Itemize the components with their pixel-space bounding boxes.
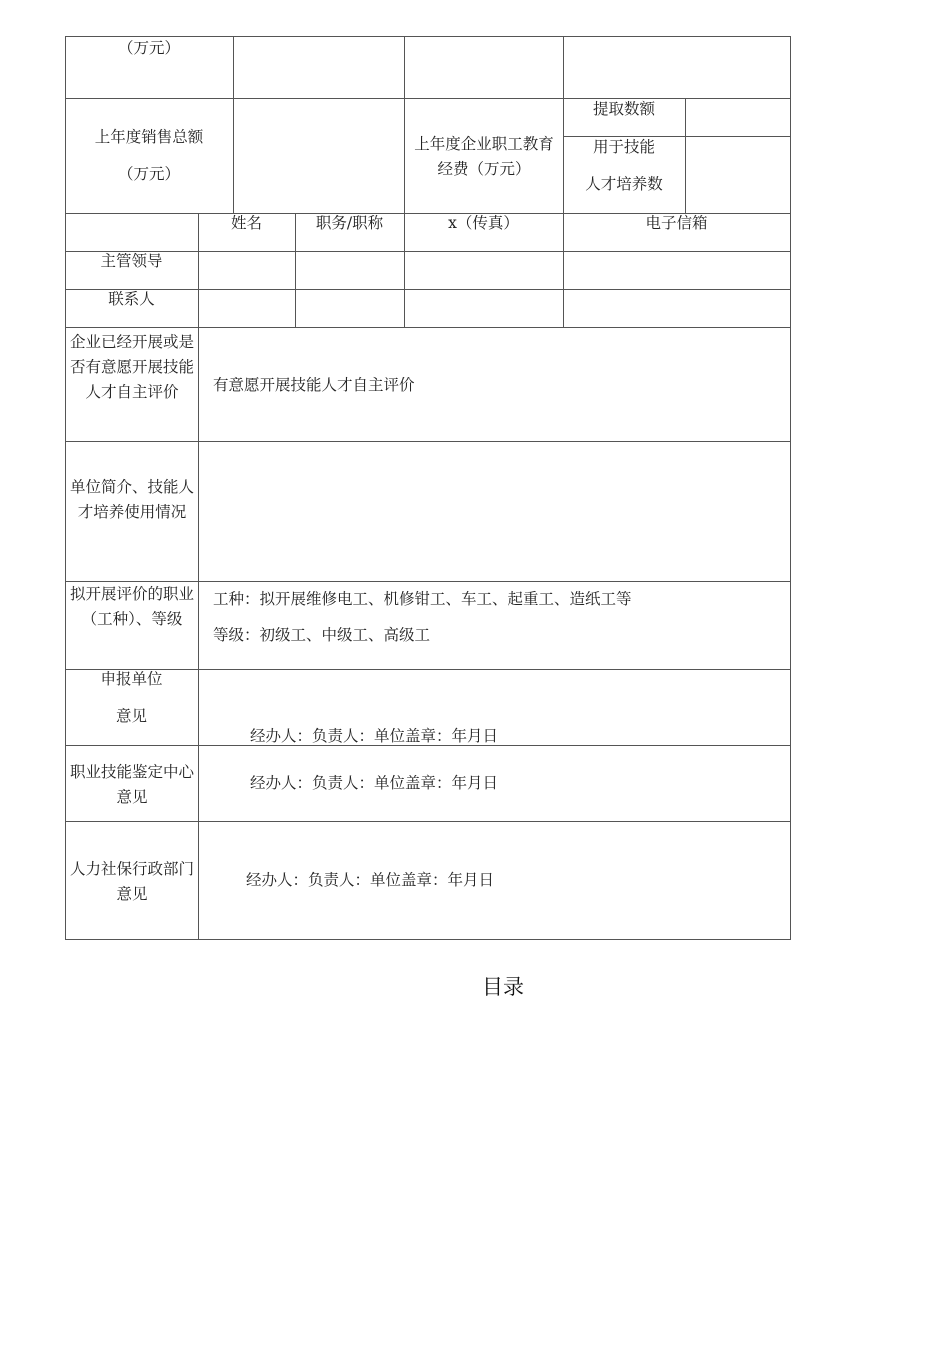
sales-unit-label: （万元） <box>117 165 180 183</box>
row-label-leader: 主管领导 <box>100 252 163 270</box>
toc-title: 目录 <box>482 975 524 999</box>
occupation-trades-value: 工种：拟开展维修电工、机修钳工、车工、起重工、造纸工等 <box>213 590 632 608</box>
occupation-levels-value: 等级：初级工、中级工、高级工 <box>213 626 431 644</box>
center-signature-line: 经办人：负责人：单位盖章：年月日 <box>250 774 499 792</box>
applicant-signature-line: 经办人：负责人：单位盖章：年月日 <box>250 727 499 745</box>
skill-training-label: 用于技能 <box>592 138 655 156</box>
hr-signature-line: 经办人：负责人：单位盖章：年月日 <box>246 871 495 889</box>
unit-label: （万元） <box>117 39 180 57</box>
hr-department-opinion-label: 人力社保行政部门意见 <box>70 860 195 903</box>
skill-training-label-2: 人才培养数 <box>585 175 663 193</box>
education-fund-label: 上年度企业职工教育经费（万元） <box>414 135 554 178</box>
row-divider <box>65 441 791 442</box>
sales-total-label: 上年度销售总额 <box>94 128 204 146</box>
self-evaluation-intent-label: 企业已经开展或是否有意愿开展技能人才自主评价 <box>70 333 195 401</box>
self-evaluation-intent-value: 有意愿开展技能人才自主评价 <box>213 376 415 394</box>
applicant-opinion-label: 申报单位 <box>100 670 163 688</box>
column-divider <box>685 98 686 214</box>
table-border-bottom <box>65 939 791 940</box>
column-divider <box>404 36 405 328</box>
column-divider <box>198 213 199 940</box>
appraisal-center-opinion-label: 职业技能鉴定中心意见 <box>70 763 195 806</box>
column-header-name: 姓名 <box>230 214 262 232</box>
row-divider <box>65 327 791 328</box>
column-divider <box>233 36 234 214</box>
company-intro-label: 单位简介、技能人才培养使用情况 <box>70 478 195 521</box>
table-border-right <box>790 36 791 940</box>
column-header-email: 电子信箱 <box>645 214 708 232</box>
applicant-opinion-label-2: 意见 <box>115 707 147 725</box>
extract-amount-label: 提取数额 <box>592 100 655 118</box>
column-header-position: 职务/职称 <box>315 214 384 232</box>
occupation-level-label: 拟开展评价的职业（工种）、等级 <box>70 585 195 628</box>
row-divider <box>65 821 791 822</box>
column-header-fax: x（传真） <box>448 214 519 232</box>
row-label-contact: 联系人 <box>108 290 155 308</box>
